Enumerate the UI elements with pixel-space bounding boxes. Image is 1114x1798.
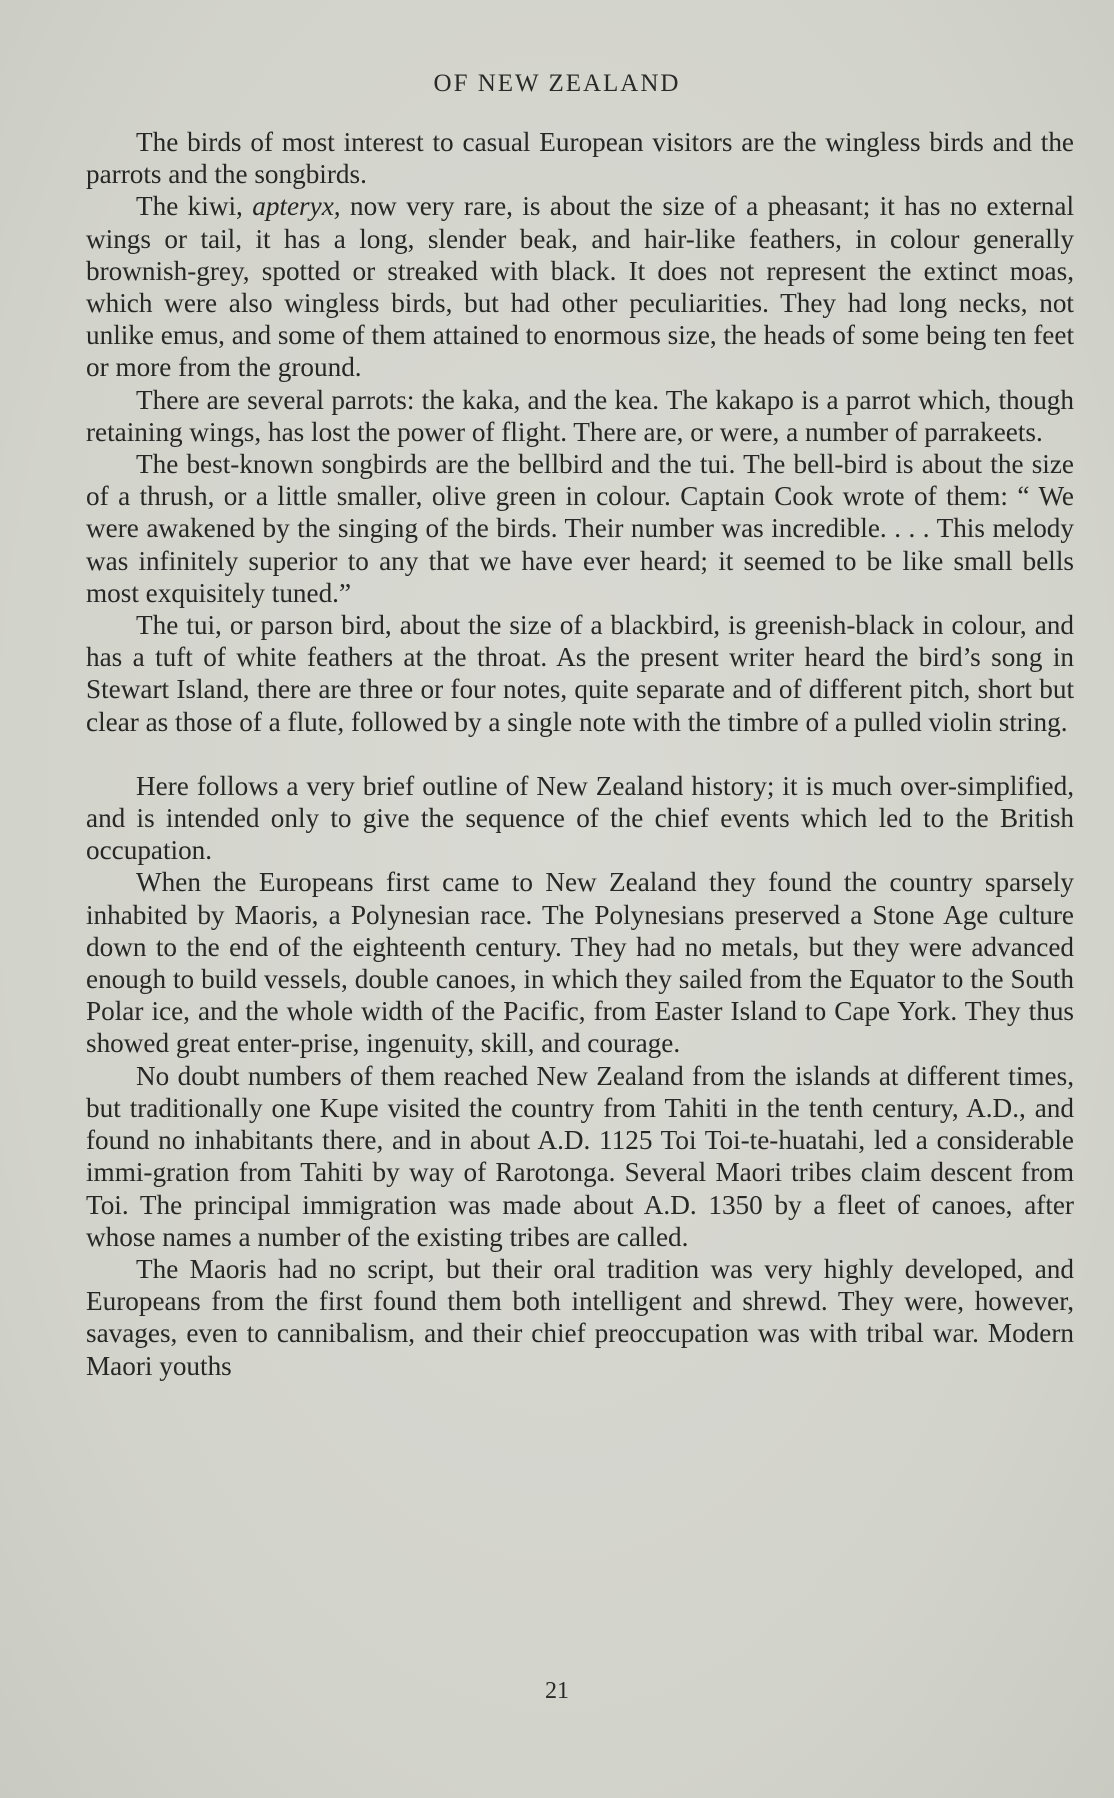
kiwi-text-before: The kiwi, — [136, 191, 253, 222]
paragraph-history-intro: Here follows a very brief outline of New Zealand history; it is much over-simplified, and is intended only to give the sequence of the chief events which led to the British occupation. — [86, 770, 1074, 866]
paragraph-birds-intro: The birds of most interest to casual European visitors are the wingless birds and the parrots and the songbirds. — [86, 127, 1074, 190]
paragraph-europeans: When the Europeans first came to New Zealand they found the country sparsely inhabited by Maoris, a Polynesian race. The Polynesians preserved a Stone Age culture down to the end of the eighteenth century. They had no metals, but they were advanced enough to build vessels, double canoes, in which they sailed from the Equator to the South Polar ice, and the whole width of the Pacific, from Easter Island to Cape York. They thus showed great enter-prise, ingenuity, skill, and courage. — [86, 867, 1074, 1059]
apteryx-italic: apteryx, — [252, 191, 341, 222]
paragraph-songbirds: The best-known songbirds are the bellbird and the tui. The bell-bird is about the size of a thrush, or a little smaller, olive green in colour. Captain Cook wrote of them: “ We were awakened by the singing of the birds. Their number was incredible. . . . This melody was infinitely superior to any that we have ever heard; it seemed to be like small bells most exquisitely tuned.” — [86, 449, 1074, 608]
paragraph-maori-tradition: The Maoris had no script, but their oral tradition was very highly developed, and Europeans from the first found them both intelligent and shrewd. They were, however, savages, even to cannibalism, and their chief preoccupation was with tribal war. Modern Maori youths — [86, 1253, 1074, 1381]
paragraph-kiwi — [86, 190, 1074, 383]
paragraph-tui: The tui, or parson bird, about the size of a blackbird, is greenish-black in colour, and has a tuft of white feathers at the throat. As the present writer heard the bird’s song in Stewart Island, there are three or four notes, quite separate and of different pitch, short but clear as those of a flute, followed by a single note with the timbre of a pulled violin string. — [86, 610, 1074, 737]
paragraph-migration: No doubt numbers of them reached New Zealand from the islands at different times, but traditionally one Kupe visited the country from Tahiti in the tenth century, A.D., and found no inhabitants there, and in about A.D. 1125 Toi Toi-te-huatahi, led a considerable immi-gration from Tahiti by way of Rarotonga. Several Maori tribes claim descent from Toi. The principal immigration was made about A.D. 1350 by a fleet of canoes, after whose names a number of the existing tribes are called. — [86, 1060, 1074, 1252]
kiwi-text-after: now very rare, is about the size of a pheasant; it has no external wings or tail, it has a long, slender beak, and hair-like feathers, in colour generally brownish-grey, spotted or streaked with black. It does not represent the extinct moas, which were also wingless birds, but had other peculiarities. They had long necks, not unlike emus, and some of them attained to enormous size, the heads of some being ten feet or more from the ground. — [86, 191, 1075, 383]
body-text — [86, 126, 1074, 1382]
running-head: OF NEW ZEALAND — [433, 70, 681, 97]
page-number: 21 — [545, 1678, 569, 1704]
paragraph-parrots: There are several parrots: the kaka, and the kea. The kakapo is a parrot which, though retaining wings, has lost the power of flight. There are, or were, a number of parrakeets. — [86, 384, 1074, 447]
